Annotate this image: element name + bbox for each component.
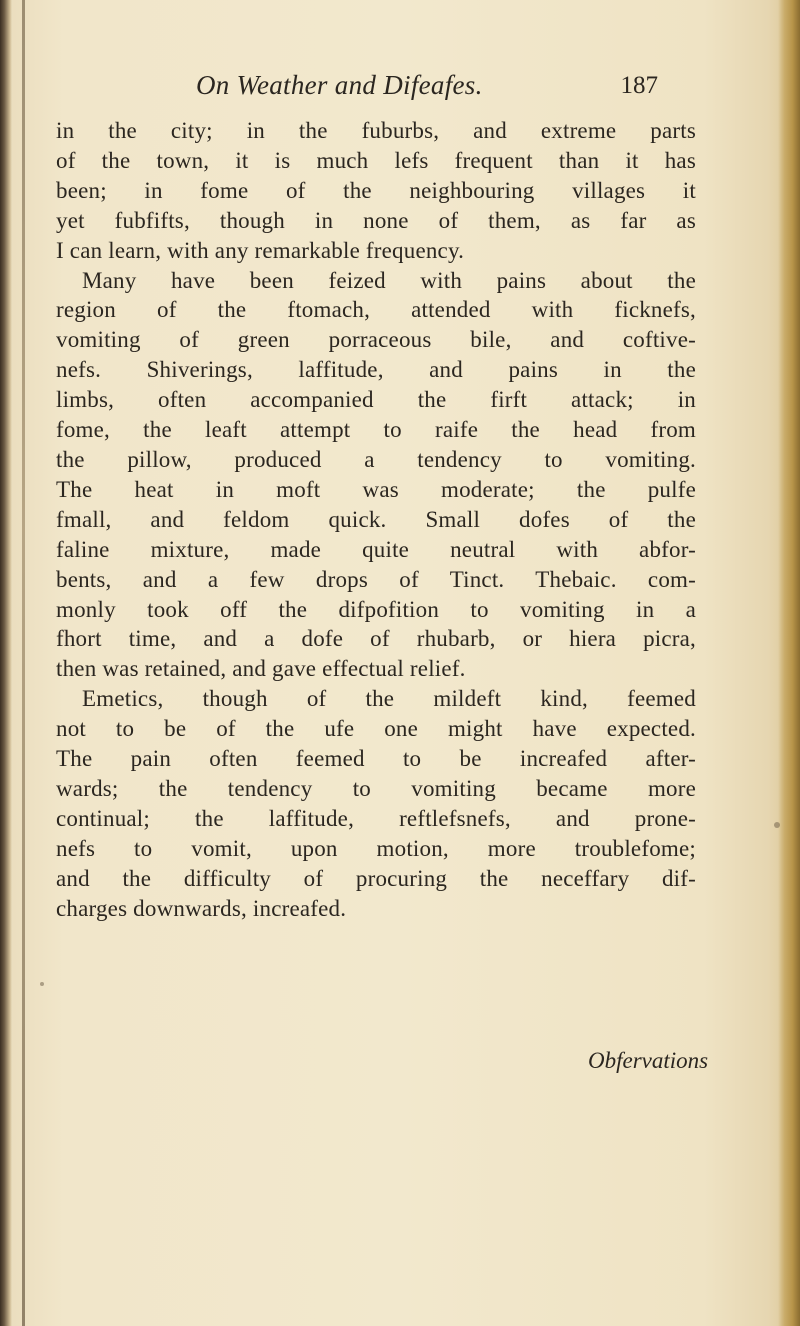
text-line: nefs. Shiverings, laffitude, and pains in the	[56, 357, 696, 383]
running-head: On Weather and Difeafes.	[196, 70, 483, 100]
page-header	[196, 70, 666, 110]
text-line: limbs, often accompanied the firft attack; in	[56, 387, 696, 413]
page-number: 187	[620, 72, 658, 99]
text-line: of the town, it is much lefs frequent than it has	[56, 147, 696, 173]
catchword: Obfervations	[588, 1048, 709, 1073]
text-line: The pain often feemed to be increafed after-	[56, 746, 696, 772]
binding-shadow	[0, 0, 12, 1326]
text-line: monly took off the difpofition to vomiting in a	[56, 596, 696, 622]
text-line: in the city; in the fuburbs, and extreme parts	[56, 118, 696, 143]
text-line: yet fubfifts, though in none of them, as far as	[56, 207, 696, 233]
text-line: not to be of the ufe one might have expected.	[56, 716, 696, 742]
text-line: fome, the leaft attempt to raife the head from	[56, 417, 696, 443]
text-line: Many have been feized with pains about the	[82, 267, 696, 293]
text-line: I can learn, with any remarkable frequency.	[56, 237, 465, 263]
text-line: region of the ftomach, attended with ficknefs,	[56, 297, 696, 323]
text-line: vomiting of green porraceous bile, and coftive-	[56, 327, 696, 353]
text-line: been; in fome of the neighbouring villages it	[56, 177, 696, 203]
text-line: continual; the laffitude, reftlefsnefs, and prone-	[56, 805, 696, 831]
text-line: The heat in moft was moderate; the pulfe	[56, 476, 696, 502]
text-line: then was retained, and gave effectual relief.	[56, 656, 466, 682]
text-line: nefs to vomit, upon motion, more troublefome;	[56, 835, 696, 861]
text-line: wards; the tendency to vomiting became more	[56, 775, 696, 801]
binding-line	[22, 0, 25, 1326]
body-text	[56, 116, 696, 923]
foxing-spot	[40, 982, 44, 986]
foxing-spot	[774, 822, 780, 828]
text-line: fhort time, and a dofe of rhubarb, or hiera picra,	[56, 626, 696, 652]
text-line: charges downwards, increafed.	[56, 895, 347, 921]
text-line: Emetics, though of the mildeft kind, feemed	[82, 686, 696, 712]
text-line: and the difficulty of procuring the neceffary dif-	[56, 865, 696, 891]
text-line: faline mixture, made quite neutral with abfor-	[56, 536, 696, 562]
text-line: the pillow, produced a tendency to vomiting.	[56, 446, 696, 472]
text-line: bents, and a few drops of Tinct. Thebaic. com-	[56, 566, 696, 592]
text-line: fmall, and feldom quick. Small dofes of the	[56, 506, 696, 532]
page-edge	[778, 0, 800, 1326]
